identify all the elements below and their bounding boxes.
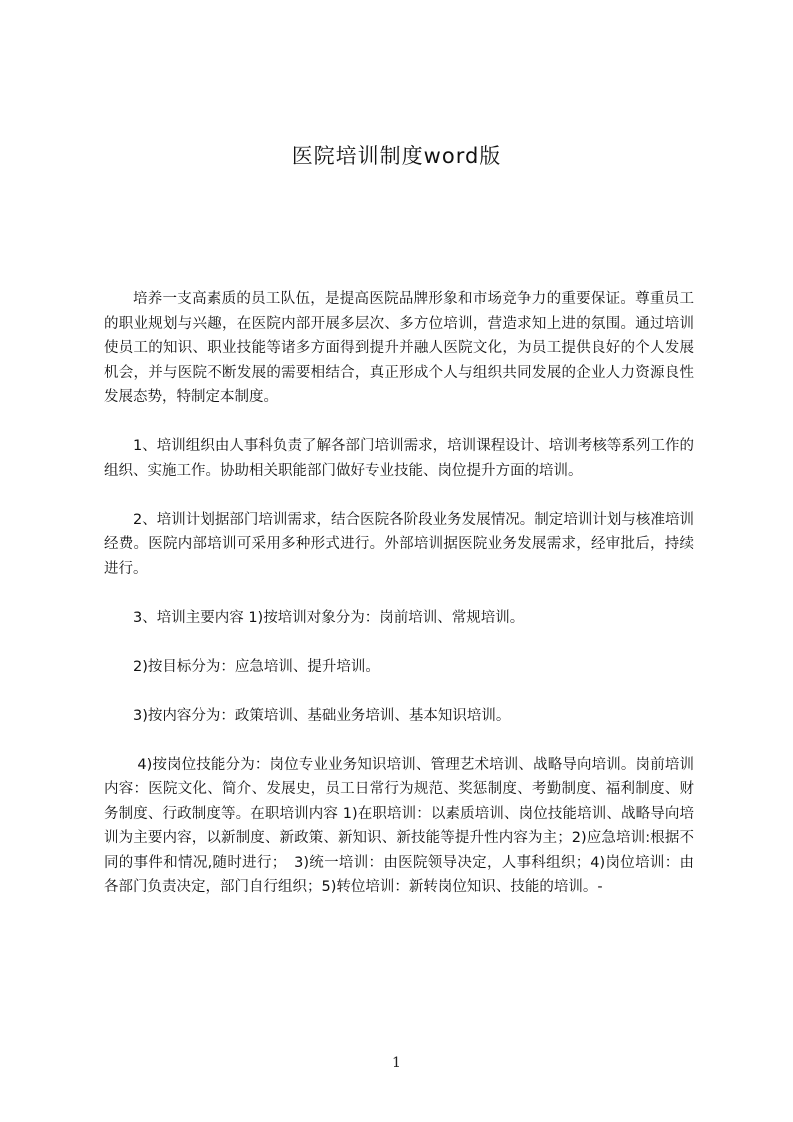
section-3-item-by-skill: 4)按岗位技能分为：岗位专业业务知识培训、管理艺术培训、战略导向培训。岗前培训内容：医院文化、简介、发展史，员工日常行为规范、奖惩制度、考勤制度、福利制度、财务制度、行政制度等。在职培训内容 1)在职培训：以素质培训、岗位技能培训、战略导向培训为主要内容，以新制度、新政策、新知识、新技能等提升性内容为主；2)应急培训:根据不同的事件和情况,随时进行； 3)统一培训：由医院领导决定，人事科组织；4)岗位培训：由各部门负责决定，部门自行组织；5)转位培训：新转岗位知识、技能的培训。- [104,756,694,895]
section-3-training-content: 3、培训主要内容 1)按培训对象分为：岗前培训、常规培训。 [133,609,525,626]
section-2-training-plan: 2、培训计划据部门培训需求，结合医院各阶段业务发展情况。制定培训计划与核准培训经费。医院内部培训可采用多种形式进行。外部培训据医院业务发展需求，经审批后，持续进行。 [104,511,694,577]
section-1-training-organization: 1、培训组织由人事科负责了解各部门培训需求，培训课程设计、培训考核等系列工作的组织、实施工作。协助相关职能部门做好专业技能、岗位提升方面的培训。 [104,438,694,479]
section-3-item-by-goal: 2)按目标分为：应急培训、提升培训。 [133,658,380,675]
page-number: 1 [392,1055,401,1071]
section-3-item-by-content: 3)按内容分为：政策培训、基础业务培训、基本知识培训。 [133,707,511,724]
intro-paragraph: 培养一支高素质的员工队伍，是提高医院品牌形象和市场竞争力的重要保证。尊重员工的职业规划与兴趣，在医院内部开展多层次、多方位培训，营造求知上进的氛围。通过培训使员工的知识、职业技能等诸多方面得到提升并融人医院文化，为员工提供良好的个人发展机会，并与医院不断发展的需要相结合，真正形成个人与组织共同发展的企业人力资源良性发展态势，特制定本制度。 [104,291,694,405]
document-body [104,287,694,924]
document-title: 医院培训制度word版 [291,144,502,168]
